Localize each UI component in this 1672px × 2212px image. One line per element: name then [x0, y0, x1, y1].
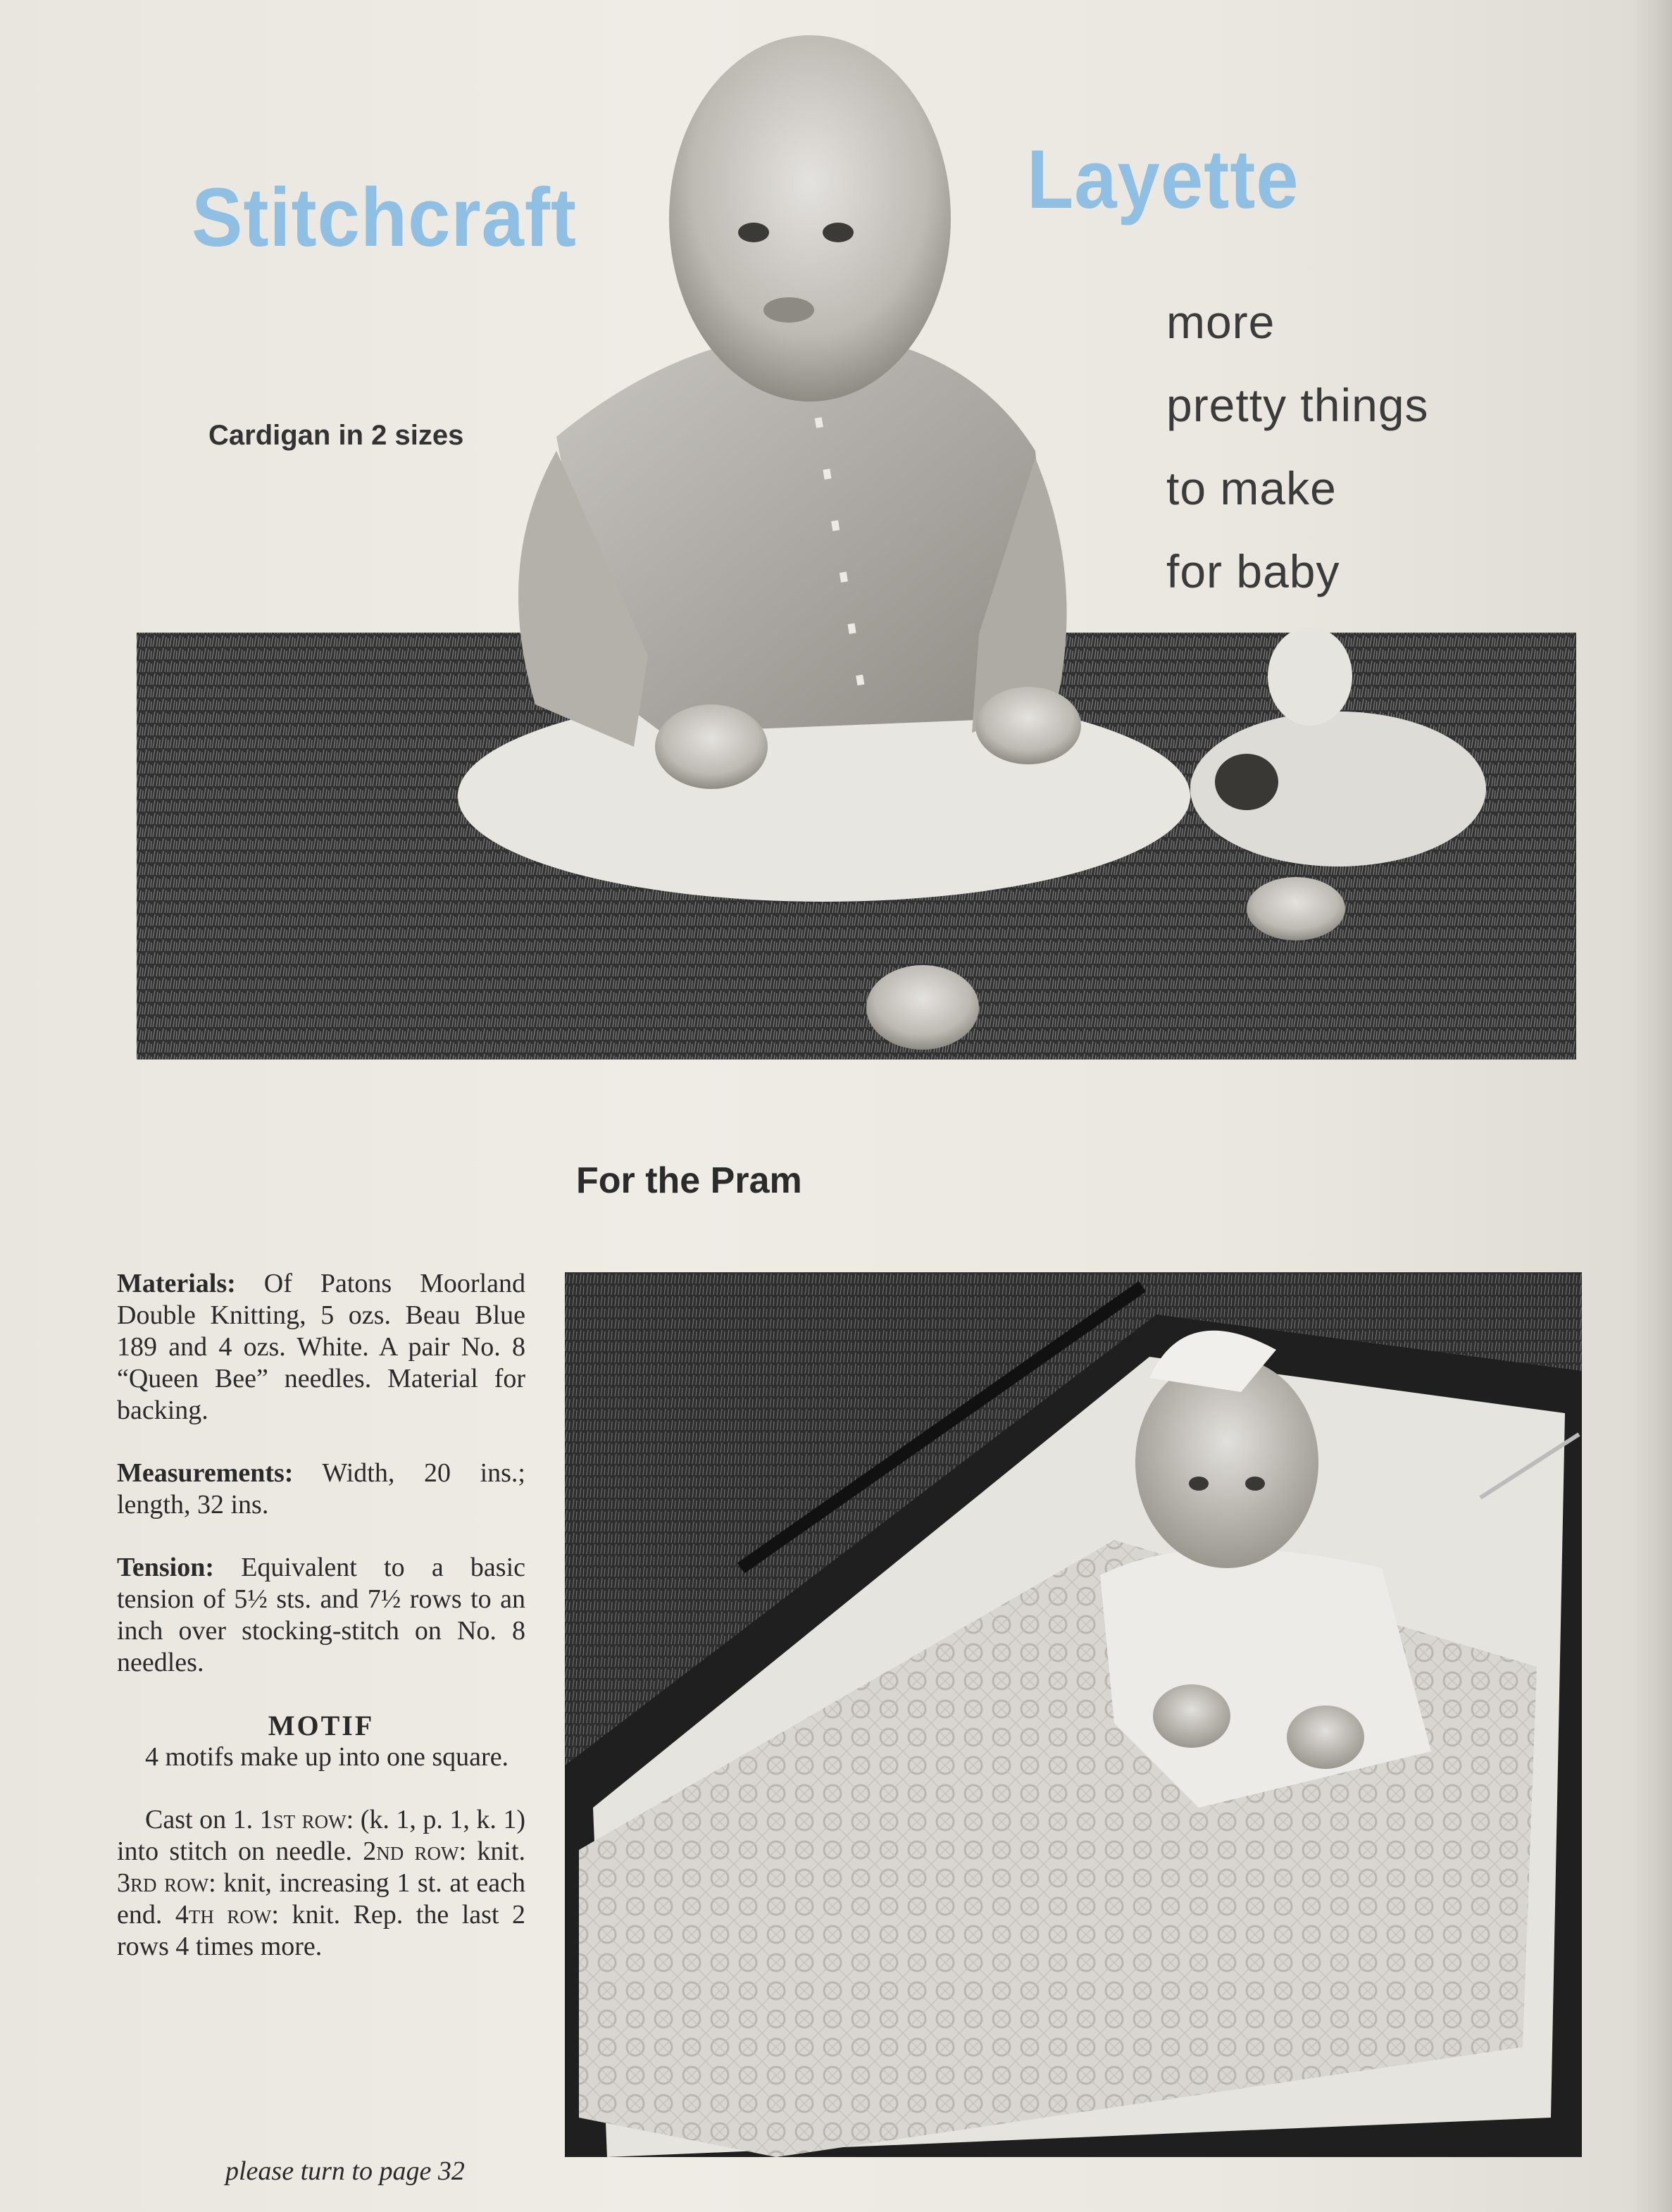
motif-heading: MOTIF	[268, 1710, 375, 1741]
cardigan-caption: Cardigan in 2 sizes	[208, 420, 464, 451]
cast-on-paragraph	[117, 1804, 525, 1963]
materials-label: Materials:	[117, 1269, 236, 1298]
row3-label: 3rd row:	[117, 1868, 216, 1898]
measurements-text: Width, 20 ins.; length, 32 ins.	[117, 1458, 525, 1520]
tension-text: Equivalent to a basic tension of 5½ sts. and 7½ rows to an inch over stocking-stitch on No. 8 needles.	[117, 1553, 525, 1677]
materials-text: Of Patons Moorland Double Knitting, 5 ozs. Beau Blue 189 and 4 ozs. White. A pair No. 8 “Queen Bee” needles. Material for backing.	[117, 1269, 526, 1425]
turn-page-note: please turn to page 32	[225, 2156, 465, 2186]
tagline-line: for baby	[1166, 545, 1340, 597]
row3-text: knit, increasing 1 st. at each end.	[117, 1868, 526, 1930]
cast-on-intro: Cast on 1.	[145, 1805, 254, 1834]
row2-text: knit.	[477, 1837, 526, 1866]
pram-heading: For the Pram	[576, 1160, 802, 1201]
tension-paragraph	[117, 1552, 525, 1679]
tagline-line: to make	[1166, 462, 1337, 514]
instructions-column	[117, 1268, 525, 1994]
measurements-label: Measurements:	[117, 1458, 294, 1488]
title-layette: Layette	[1027, 133, 1299, 226]
row1-text: (k. 1, p. 1, k. 1) into stitch on needle.	[117, 1805, 526, 1866]
row4-label: 4th row:	[175, 1900, 279, 1930]
baby-head	[669, 35, 951, 402]
title-stitchcraft: Stitchcraft	[192, 171, 577, 264]
tagline-line: more	[1166, 296, 1275, 348]
measurements-paragraph	[117, 1458, 525, 1521]
row2-label: 2nd row:	[363, 1837, 467, 1866]
tagline-line: pretty things	[1166, 379, 1429, 431]
baby-cardigan-photo	[0, 0, 1672, 1071]
baby-pram-photo	[565, 1272, 1582, 2157]
materials-paragraph	[117, 1268, 525, 1427]
motif-paragraph: 4 motifs make up into one square.	[145, 1742, 509, 1772]
tension-label: Tension:	[117, 1553, 214, 1582]
row4-text: knit. Rep. the last 2 rows 4 times more.	[117, 1900, 526, 1961]
row1-label: 1st row:	[259, 1805, 354, 1834]
